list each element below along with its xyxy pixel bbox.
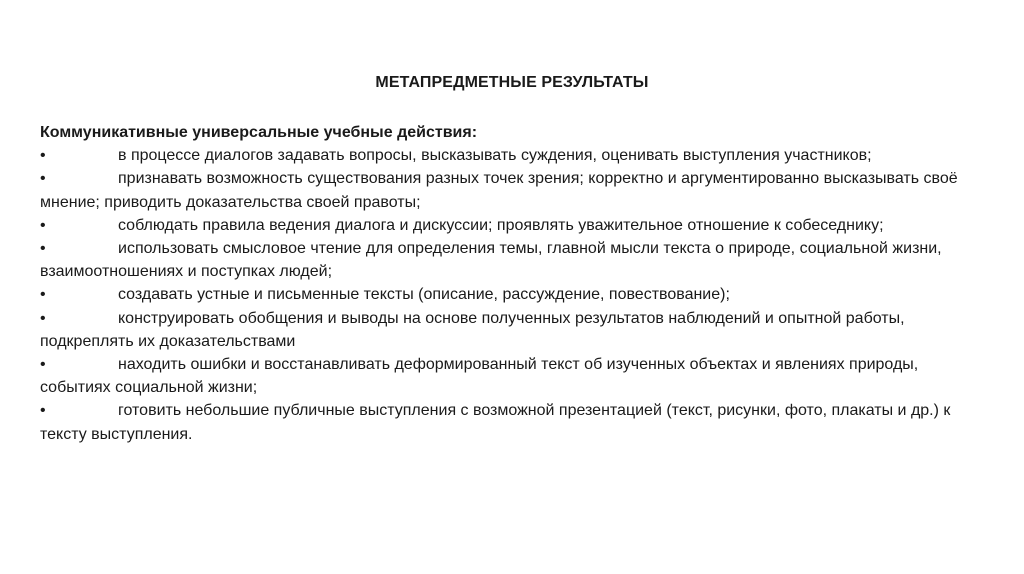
section-heading: Коммуникативные универсальные учебные действия: [40,124,478,141]
bullet: • [40,216,46,234]
list-item-text: находить ошибки и восстанавливать деформированный текст об изученных объектах и явлениях природы, событиях социальной жизни; [40,356,919,397]
slide-content [40,121,990,446]
list-item [40,307,990,353]
bullet: • [40,402,46,420]
list-item [40,167,990,213]
list-item-text: конструировать обобщения и выводы на основе полученных результатов наблюдений и опытной работы, подкреплять их доказательствами [40,309,905,350]
bullet: • [40,309,46,327]
bullet: • [40,170,46,188]
bullet: • [40,240,46,258]
bullet: • [40,286,46,304]
list-item-text: соблюдать правила ведения диалога и дискуссии; проявлять уважительное отношение к собеседнику; [118,216,884,234]
list-item-text: готовить небольшие публичные выступления с возможной презентацией (текст, рисунки, фото, плакаты и др.) к тексту выступления. [40,402,951,443]
bullet: • [40,356,46,374]
list-item [40,144,990,167]
list-item [40,283,990,306]
slide-title: МЕТАПРЕДМЕТНЫЕ РЕЗУЛЬТАТЫ [375,74,649,91]
list-item-text: создавать устные и письменные тексты (описание, рассуждение, повествование); [118,286,730,304]
list-item [40,353,990,399]
list-item [40,399,990,445]
list-item-text: в процессе диалогов задавать вопросы, высказывать суждения, оценивать выступления участников; [118,147,872,165]
list-item [40,214,990,237]
list-item-text: признавать возможность существования разных точек зрения; корректно и аргументированно высказывать своё мнение; приводить доказательства своей правоты; [40,170,958,211]
list-item-text: использовать смысловое чтение для определения темы, главной мысли текста о природе, социальной жизни, взаимоотношениях и поступках людей; [40,240,942,281]
bullet: • [40,147,46,165]
list-item [40,237,990,283]
